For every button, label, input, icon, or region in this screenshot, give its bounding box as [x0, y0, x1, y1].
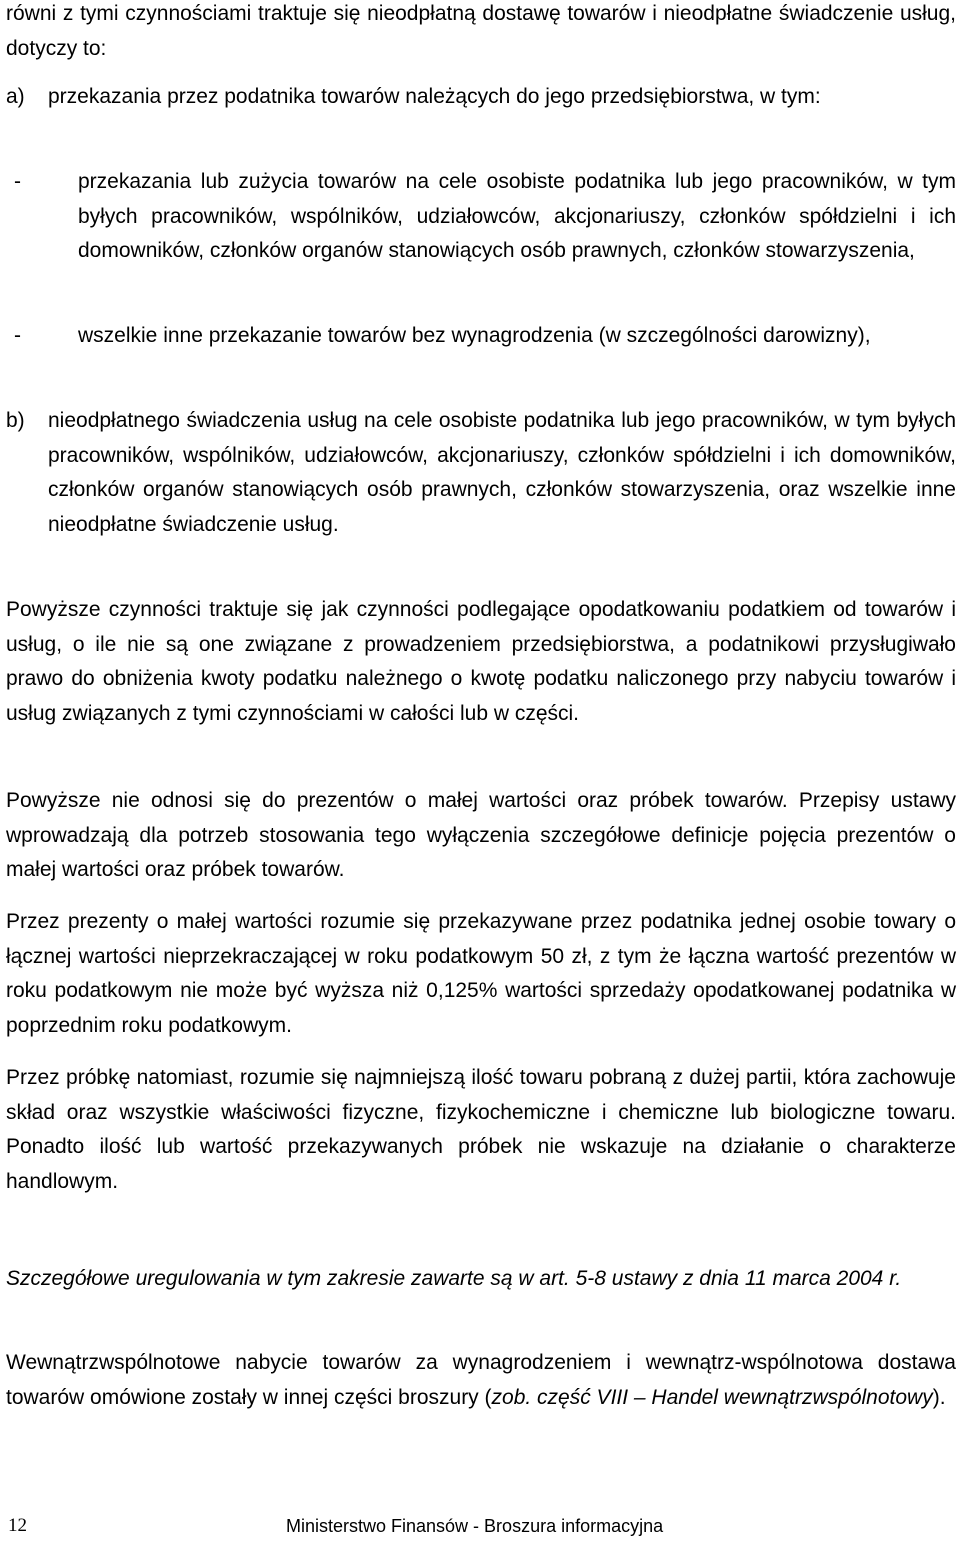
- paragraph-6-tail: ).: [932, 1385, 946, 1409]
- intro-paragraph: równi z tymi czynnościami traktuje się nieodpłatną dostawę towarów i nieodpłatne świadczenie usług, dotyczy to:: [6, 2, 956, 60]
- paragraph-4: Przez próbkę natomiast, rozumie się najmniejszą ilość towaru pobraną z dużej partii, która zachowuje skład oraz wszystkie właściwości fizyczne, fizykochemiczne i chemiczne lub biologiczne towaru. Ponadto ilość lub wartość przekazywanych próbek nie wskazuje na działanie o charakterze handlowym.: [6, 1066, 956, 1193]
- dash-marker-1: -: [14, 170, 21, 193]
- list-marker-a: a): [6, 85, 25, 108]
- dash-item-1: [6, 165, 956, 269]
- list-item-b-text: nieodpłatnego świadczenia usług na cele osobiste podatnika lub jego pracowników, w tym byłych pracowników, wspólników, udziałowców, akcjonariuszy, członków spółdzielni i ich domowników, członków organów stanowiących osób prawnych, członków stowarzyszenia, oraz wszelkie inne nieodpłatne świadczenie usług.: [48, 409, 956, 536]
- list-item-a-text: przekazania przez podatnika towarów należących do jego przedsiębiorstwa, w tym:: [48, 85, 821, 108]
- page-number: 12: [8, 1515, 27, 1536]
- paragraph-6-reference: zob. część VIII – Handel wewnątrzwspólnotowy: [491, 1385, 933, 1409]
- paragraph-2: Powyższe nie odnosi się do prezentów o małej wartości oraz próbek towarów. Przepisy ustawy wprowadzają dla potrzeb stosowania tego wyłączenia szczegółowe definicje pojęcia prezentów o małej wartości oraz próbek towarów.: [6, 789, 956, 881]
- paragraph-1: Powyższe czynności traktuje się jak czynności podlegające opodatkowaniu podatkiem od towarów i usług, o ile nie są one związane z prowadzeniem przedsiębiorstwa, a podatnikowi przysługiwało prawo do obniżenia kwoty podatku należnego o kwotę podatku naliczonego przy nabyciu towarów i usług związanych z tymi czynnościami w całości lub w części.: [6, 598, 956, 725]
- paragraph-6-text: Wewnątrzwspólnotowe nabycie towarów za wynagrodzeniem i wewnątrz-wspólnotowa dostawa towarów omówione zostały w innej części broszury (: [6, 1351, 956, 1409]
- footer-publisher: Ministerstwo Finansów - Broszura informacyjna: [286, 1516, 664, 1536]
- dash-marker-2: -: [14, 324, 21, 347]
- paragraph-italic-reference: Szczegółowe uregulowania w tym zakresie zawarte są w art. 5-8 ustawy z dnia 11 marca 2004 r.: [6, 1267, 902, 1290]
- paragraph-3: Przez prezenty o małej wartości rozumie się przekazywane przez podatnika jednej osobie towary o łącznej wartości nieprzekraczającej w roku podatkowym 50 zł, z tym że łączna wartość prezentów w roku podatkowym nie może być wyższa niż 0,125% wartości sprzedaży opodatkowanej podatnika w poprzednim roku podatkowym.: [6, 910, 956, 1037]
- list-item-b: [6, 404, 956, 542]
- list-marker-b: b): [6, 409, 25, 432]
- dash-item-2: [6, 319, 956, 354]
- list-item-a: [6, 80, 956, 115]
- dash-item-2-text: wszelkie inne przekazanie towarów bez wynagrodzenia (w szczególności darowizny),: [78, 324, 871, 347]
- dash-item-1-text: przekazania lub zużycia towarów na cele osobiste podatnika lub jego pracowników, w tym byłych pracowników, wspólników, udziałowców, akcjonariuszy, członków spółdzielni i ich domowników, członków organów stanowiących osób prawnych, członków stowarzyszenia,: [78, 170, 956, 262]
- paragraph-6: [6, 1346, 956, 1415]
